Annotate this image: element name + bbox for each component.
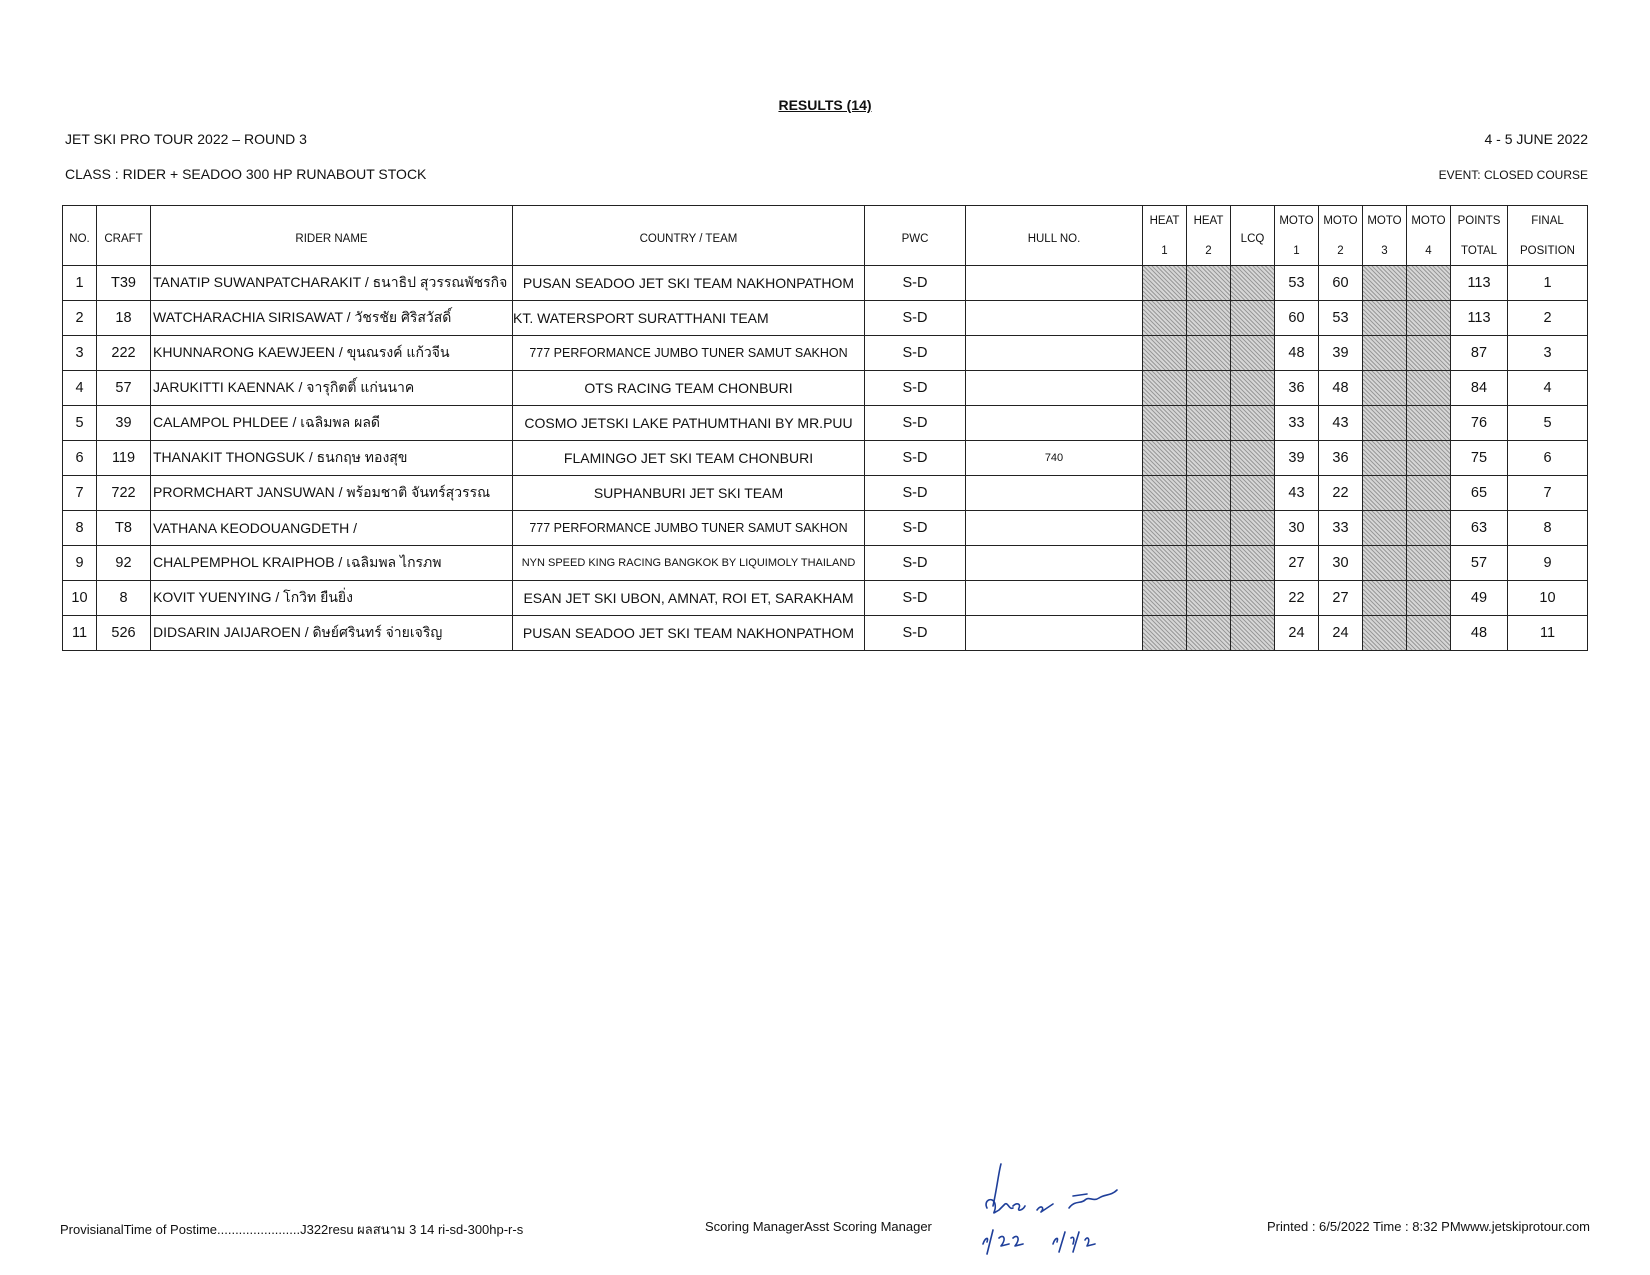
cell-hull-no (966, 546, 1143, 581)
col-pwc: PWC (865, 206, 966, 266)
cell-final-position: 10 (1508, 581, 1588, 616)
col-moto1-bottom: 1 (1275, 236, 1319, 266)
cell-rider-name: CHALPEMPHOL KRAIPHOB / เฉลิมพล ไกรภพ (151, 546, 513, 581)
cell-pwc: S-D (865, 266, 966, 301)
cell-points-total: 84 (1451, 371, 1508, 406)
footer-printed: Printed : 6/5/2022 Time : 8:32 PMwww.jetskiprotour.com (1267, 1219, 1590, 1234)
cell-moto2: 60 (1319, 266, 1363, 301)
cell-moto1: 22 (1275, 581, 1319, 616)
col-hull-no: HULL NO. (966, 206, 1143, 266)
cell-team: PUSAN SEADOO JET SKI TEAM NAKHONPATHOM (513, 266, 865, 301)
results-title: RESULTS (14) (778, 97, 872, 113)
cell-moto4-blocked (1407, 581, 1451, 616)
cell-moto4-blocked (1407, 406, 1451, 441)
event-name: JET SKI PRO TOUR 2022 – ROUND 3 (65, 131, 307, 147)
cell-rider-name: THANAKIT THONGSUK / ธนกฤษ ทองสุข (151, 441, 513, 476)
cell-hull-no (966, 616, 1143, 651)
cell-heat2-blocked (1187, 581, 1231, 616)
cell-no: 1 (63, 266, 97, 301)
cell-moto3-blocked (1363, 266, 1407, 301)
cell-points-total: 76 (1451, 406, 1508, 441)
cell-craft: 57 (97, 371, 151, 406)
cell-craft: 119 (97, 441, 151, 476)
cell-team: 777 PERFORMANCE JUMBO TUNER SAMUT SAKHON (513, 336, 865, 371)
cell-rider-name: CALAMPOL PHLDEE / เฉลิมพล ผลดี (151, 406, 513, 441)
cell-craft: T39 (97, 266, 151, 301)
cell-lcq-blocked (1231, 371, 1275, 406)
cell-hull-no (966, 406, 1143, 441)
cell-heat1-blocked (1143, 616, 1187, 651)
cell-moto3-blocked (1363, 301, 1407, 336)
col-country-team: COUNTRY / TEAM (513, 206, 865, 266)
cell-moto2: 27 (1319, 581, 1363, 616)
cell-no: 5 (63, 406, 97, 441)
cell-no: 2 (63, 301, 97, 336)
cell-team: ESAN JET SKI UBON, AMNAT, ROI ET, SARAKHAM (513, 581, 865, 616)
cell-hull-no (966, 301, 1143, 336)
cell-final-position: 6 (1508, 441, 1588, 476)
cell-moto1: 48 (1275, 336, 1319, 371)
cell-moto4-blocked (1407, 476, 1451, 511)
cell-moto4-blocked (1407, 616, 1451, 651)
cell-moto1: 30 (1275, 511, 1319, 546)
cell-no: 8 (63, 511, 97, 546)
col-moto4-bottom: 4 (1407, 236, 1451, 266)
cell-moto1: 27 (1275, 546, 1319, 581)
cell-lcq-blocked (1231, 581, 1275, 616)
table-body (63, 266, 1588, 651)
cell-heat2-blocked (1187, 616, 1231, 651)
cell-heat2-blocked (1187, 546, 1231, 581)
col-final-top: FINAL (1508, 206, 1588, 237)
cell-heat1-blocked (1143, 406, 1187, 441)
cell-rider-name: KHUNNARONG KAEWJEEN / ขุนณรงค์ แก้วจีน (151, 336, 513, 371)
cell-pwc: S-D (865, 371, 966, 406)
table-row (63, 336, 1588, 371)
cell-moto2: 24 (1319, 616, 1363, 651)
cell-final-position: 11 (1508, 616, 1588, 651)
cell-craft: 222 (97, 336, 151, 371)
cell-heat1-blocked (1143, 336, 1187, 371)
table-row (63, 616, 1588, 651)
col-heat2-top: HEAT (1187, 206, 1231, 237)
cell-moto3-blocked (1363, 371, 1407, 406)
cell-points-total: 113 (1451, 266, 1508, 301)
cell-final-position: 3 (1508, 336, 1588, 371)
cell-final-position: 4 (1508, 371, 1588, 406)
table-row (63, 301, 1588, 336)
cell-hull-no (966, 476, 1143, 511)
cell-moto4-blocked (1407, 371, 1451, 406)
cell-hull-no (966, 511, 1143, 546)
table-row (63, 476, 1588, 511)
table-header (63, 206, 1588, 266)
col-moto1-top: MOTO (1275, 206, 1319, 237)
cell-moto2: 22 (1319, 476, 1363, 511)
cell-lcq-blocked (1231, 301, 1275, 336)
cell-final-position: 2 (1508, 301, 1588, 336)
cell-lcq-blocked (1231, 616, 1275, 651)
cell-heat2-blocked (1187, 476, 1231, 511)
event-type: EVENT: CLOSED COURSE (1438, 168, 1588, 182)
cell-pwc: S-D (865, 511, 966, 546)
col-points-top: POINTS (1451, 206, 1508, 237)
cell-heat2-blocked (1187, 336, 1231, 371)
cell-pwc: S-D (865, 476, 966, 511)
cell-heat2-blocked (1187, 441, 1231, 476)
cell-no: 11 (63, 616, 97, 651)
cell-pwc: S-D (865, 301, 966, 336)
cell-pwc: S-D (865, 546, 966, 581)
cell-moto2: 33 (1319, 511, 1363, 546)
cell-hull-no (966, 336, 1143, 371)
col-moto4-top: MOTO (1407, 206, 1451, 237)
col-heat1-top: HEAT (1143, 206, 1187, 237)
cell-lcq-blocked (1231, 336, 1275, 371)
cell-moto2: 39 (1319, 336, 1363, 371)
cell-heat1-blocked (1143, 266, 1187, 301)
cell-craft: 722 (97, 476, 151, 511)
cell-heat1-blocked (1143, 581, 1187, 616)
table-row (63, 371, 1588, 406)
cell-moto1: 39 (1275, 441, 1319, 476)
cell-points-total: 75 (1451, 441, 1508, 476)
handwritten-signature (975, 1158, 1145, 1258)
class-name: CLASS : RIDER + SEADOO 300 HP RUNABOUT STOCK (65, 166, 427, 182)
cell-moto1: 33 (1275, 406, 1319, 441)
cell-heat1-blocked (1143, 441, 1187, 476)
cell-craft: 526 (97, 616, 151, 651)
cell-no: 7 (63, 476, 97, 511)
cell-rider-name: TANATIP SUWANPATCHARAKIT / ธนาธิป สุวรรณพัชรกิจ (151, 266, 513, 301)
cell-craft: 18 (97, 301, 151, 336)
col-no: NO. (63, 206, 97, 266)
cell-team: NYN SPEED KING RACING BANGKOK BY LIQUIMOLY THAILAND (513, 546, 865, 581)
col-moto2-bottom: 2 (1319, 236, 1363, 266)
cell-heat1-blocked (1143, 511, 1187, 546)
cell-moto4-blocked (1407, 546, 1451, 581)
cell-moto4-blocked (1407, 301, 1451, 336)
cell-team: FLAMINGO JET SKI TEAM CHONBURI (513, 441, 865, 476)
cell-points-total: 49 (1451, 581, 1508, 616)
cell-heat1-blocked (1143, 371, 1187, 406)
cell-craft: T8 (97, 511, 151, 546)
table-row (63, 266, 1588, 301)
results-table (62, 205, 1588, 651)
cell-team: COSMO JETSKI LAKE PATHUMTHANI BY MR.PUU (513, 406, 865, 441)
cell-points-total: 113 (1451, 301, 1508, 336)
cell-moto3-blocked (1363, 616, 1407, 651)
cell-moto2: 43 (1319, 406, 1363, 441)
cell-moto3-blocked (1363, 546, 1407, 581)
cell-heat1-blocked (1143, 546, 1187, 581)
cell-moto4-blocked (1407, 441, 1451, 476)
cell-moto2: 48 (1319, 371, 1363, 406)
cell-final-position: 9 (1508, 546, 1588, 581)
cell-hull-no (966, 371, 1143, 406)
cell-final-position: 5 (1508, 406, 1588, 441)
cell-heat2-blocked (1187, 266, 1231, 301)
cell-moto4-blocked (1407, 266, 1451, 301)
cell-heat2-blocked (1187, 301, 1231, 336)
cell-heat2-blocked (1187, 371, 1231, 406)
col-moto3-bottom: 3 (1363, 236, 1407, 266)
cell-points-total: 63 (1451, 511, 1508, 546)
cell-hull-no (966, 581, 1143, 616)
cell-team: OTS RACING TEAM CHONBURI (513, 371, 865, 406)
cell-moto3-blocked (1363, 441, 1407, 476)
cell-pwc: S-D (865, 336, 966, 371)
cell-no: 3 (63, 336, 97, 371)
cell-hull-no: 740 (966, 441, 1143, 476)
cell-moto1: 36 (1275, 371, 1319, 406)
cell-lcq-blocked (1231, 406, 1275, 441)
cell-moto1: 60 (1275, 301, 1319, 336)
table-row (63, 511, 1588, 546)
cell-lcq-blocked (1231, 476, 1275, 511)
table-row (63, 441, 1588, 476)
cell-final-position: 1 (1508, 266, 1588, 301)
table-row (63, 406, 1588, 441)
cell-lcq-blocked (1231, 441, 1275, 476)
cell-final-position: 7 (1508, 476, 1588, 511)
cell-team: SUPHANBURI JET SKI TEAM (513, 476, 865, 511)
cell-pwc: S-D (865, 616, 966, 651)
cell-team: PUSAN SEADOO JET SKI TEAM NAKHONPATHOM (513, 616, 865, 651)
cell-team: KT. WATERSPORT SURATTHANI TEAM (513, 301, 865, 336)
cell-moto1: 53 (1275, 266, 1319, 301)
cell-points-total: 87 (1451, 336, 1508, 371)
col-moto3-top: MOTO (1363, 206, 1407, 237)
cell-lcq-blocked (1231, 511, 1275, 546)
col-heat1-bottom: 1 (1143, 236, 1187, 266)
cell-no: 9 (63, 546, 97, 581)
footer-scoring-manager: Scoring ManagerAsst Scoring Manager (705, 1219, 932, 1234)
footer-provisional: ProvisianalTime of Postime.......................J322resu ผลสนาม 3 14 ri-sd-300hp-r-s (60, 1222, 524, 1237)
cell-heat2-blocked (1187, 511, 1231, 546)
cell-no: 4 (63, 371, 97, 406)
cell-craft: 39 (97, 406, 151, 441)
table-row (63, 581, 1588, 616)
col-rider-name: RIDER NAME (151, 206, 513, 266)
cell-moto3-blocked (1363, 511, 1407, 546)
col-lcq: LCQ (1231, 206, 1275, 266)
cell-lcq-blocked (1231, 546, 1275, 581)
cell-craft: 92 (97, 546, 151, 581)
cell-points-total: 48 (1451, 616, 1508, 651)
cell-rider-name: WATCHARACHIA SIRISAWAT / วัชรชัย ศิริสวัสดิ์ (151, 301, 513, 336)
cell-team: 777 PERFORMANCE JUMBO TUNER SAMUT SAKHON (513, 511, 865, 546)
cell-moto4-blocked (1407, 511, 1451, 546)
col-heat2-bottom: 2 (1187, 236, 1231, 266)
table-row (63, 546, 1588, 581)
cell-heat2-blocked (1187, 406, 1231, 441)
event-dates: 4 - 5 JUNE 2022 (1484, 131, 1588, 147)
cell-moto3-blocked (1363, 336, 1407, 371)
cell-moto2: 53 (1319, 301, 1363, 336)
cell-pwc: S-D (865, 406, 966, 441)
cell-no: 10 (63, 581, 97, 616)
cell-rider-name: JARUKITTI KAENNAK / จารุกิตติ์ แก่นนาค (151, 371, 513, 406)
cell-points-total: 65 (1451, 476, 1508, 511)
cell-moto3-blocked (1363, 581, 1407, 616)
cell-no: 6 (63, 441, 97, 476)
cell-moto1: 24 (1275, 616, 1319, 651)
cell-rider-name: DIDSARIN JAIJAROEN / ดิษย์ศรินทร์ จ่ายเจริญ (151, 616, 513, 651)
cell-craft: 8 (97, 581, 151, 616)
cell-lcq-blocked (1231, 266, 1275, 301)
col-points-bottom: TOTAL (1451, 236, 1508, 266)
cell-hull-no (966, 266, 1143, 301)
cell-rider-name: VATHANA KEODOUANGDETH / (151, 511, 513, 546)
col-final-bottom: POSITION (1508, 236, 1588, 266)
cell-heat1-blocked (1143, 476, 1187, 511)
cell-moto1: 43 (1275, 476, 1319, 511)
cell-pwc: S-D (865, 581, 966, 616)
cell-heat1-blocked (1143, 301, 1187, 336)
col-craft: CRAFT (97, 206, 151, 266)
cell-rider-name: PRORMCHART JANSUWAN / พร้อมชาติ จันทร์สุวรรณ (151, 476, 513, 511)
cell-moto3-blocked (1363, 476, 1407, 511)
cell-moto2: 36 (1319, 441, 1363, 476)
col-moto2-top: MOTO (1319, 206, 1363, 237)
cell-final-position: 8 (1508, 511, 1588, 546)
cell-points-total: 57 (1451, 546, 1508, 581)
cell-moto4-blocked (1407, 336, 1451, 371)
cell-pwc: S-D (865, 441, 966, 476)
cell-moto3-blocked (1363, 406, 1407, 441)
cell-rider-name: KOVIT YUENYING / โกวิท ยืนยิ่ง (151, 581, 513, 616)
cell-moto2: 30 (1319, 546, 1363, 581)
